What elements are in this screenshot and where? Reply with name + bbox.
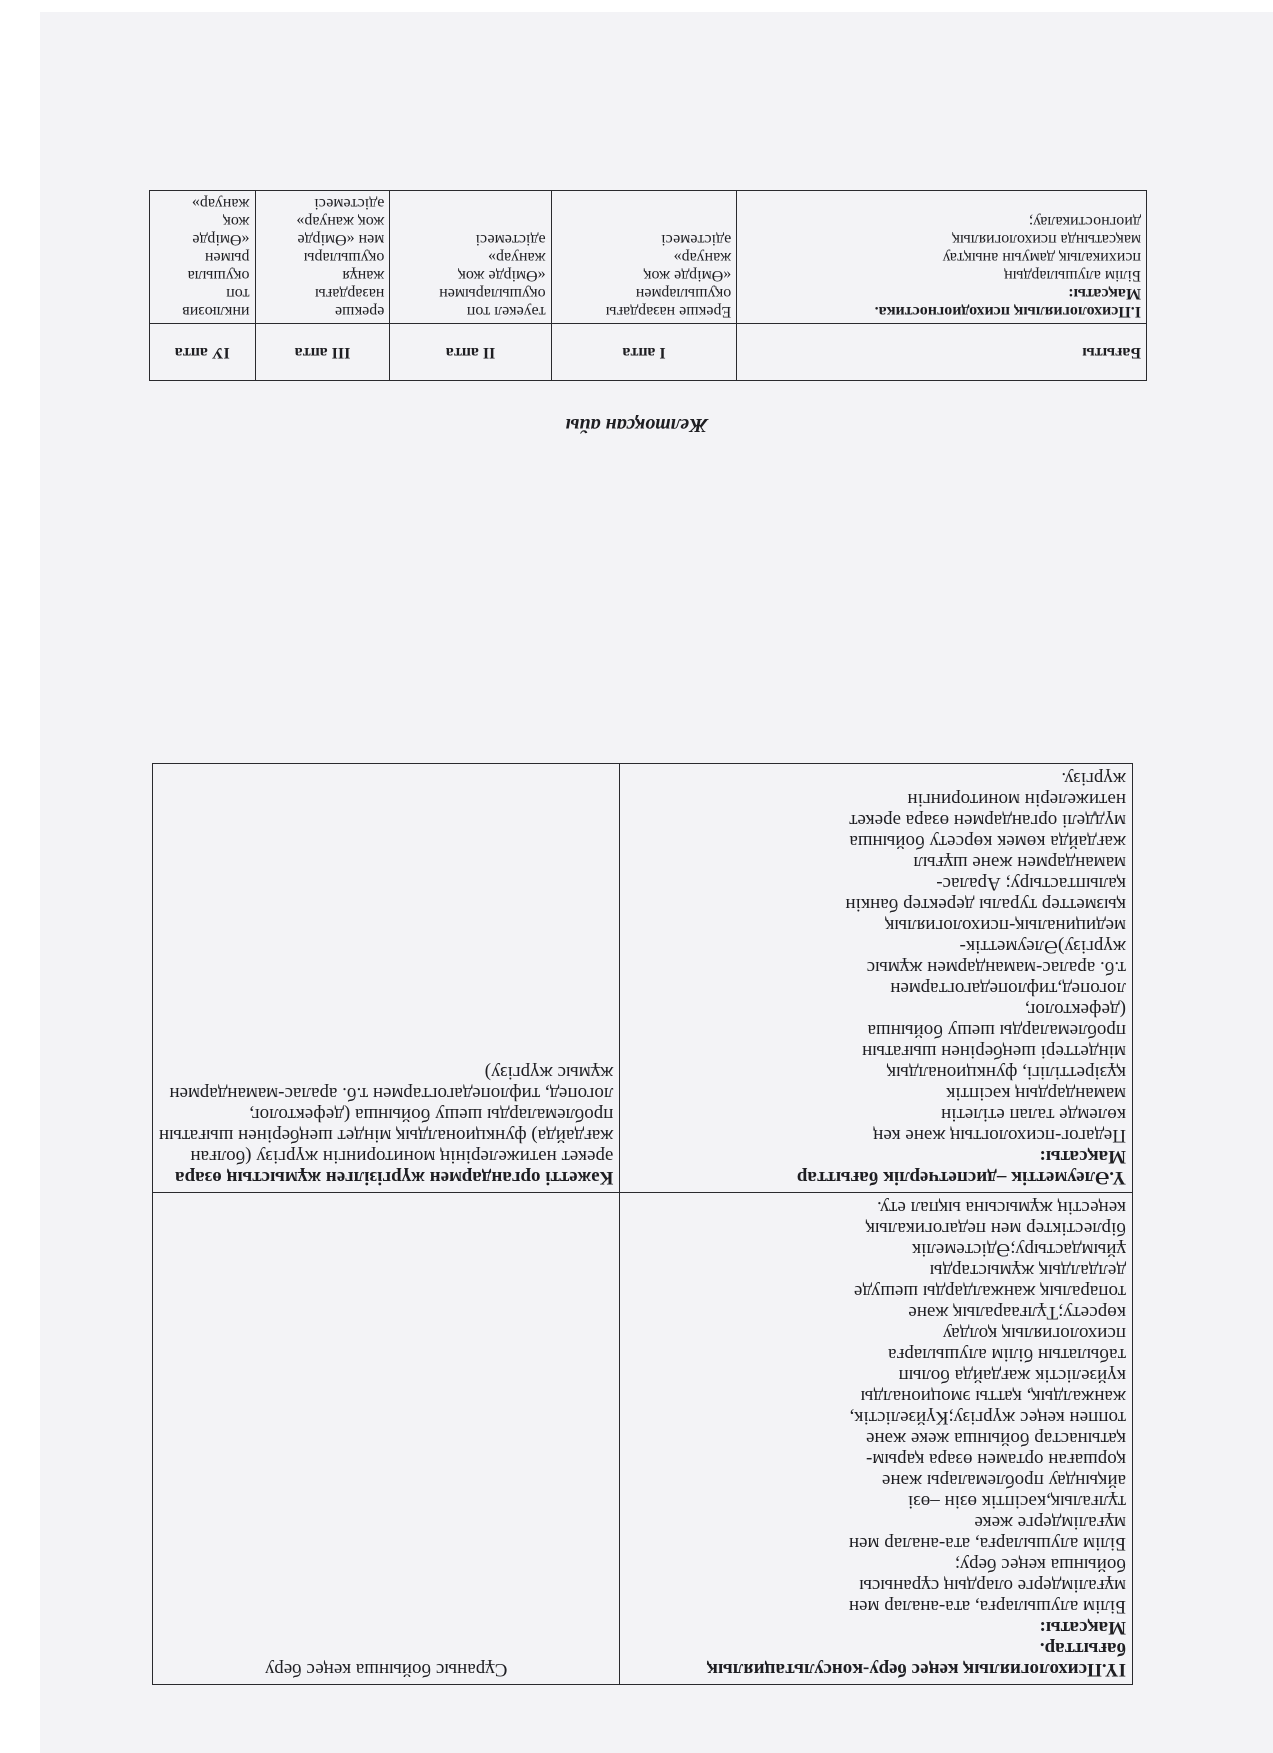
text-line: ұйымдастыру;Әдістемелік [911,1239,1126,1260]
header-week-1: І апта [551,324,737,381]
text-line: жағдайда көмек көрсету бойынша [849,831,1126,852]
text-line: мамандардың кәсіптік [946,1083,1126,1104]
text-line: көлемде талап етілетін [941,1104,1126,1125]
text-line: жануар» [488,249,546,266]
weekly-plan-table [149,190,1147,381]
text-line: жоқ жануар» [296,213,385,230]
text-line: делдалдық жұмыстарды [929,1260,1126,1281]
monitoring-title: Кәжетті органдармен жүргізілген жұмыстың өзара [175,1167,614,1188]
text-line: жанжалдық, қатты эмоционалды [860,1386,1126,1407]
text-line: күйзелістік жағдайда болып [898,1365,1126,1386]
text-line: қоршаған ортамен өзара қарым- [866,1449,1126,1470]
text-line: әдістемесі [661,231,732,248]
counseling-schedule-cell [153,1193,620,1685]
text-line: оқушылармен [635,285,732,302]
social-dispatch-direction-cell [620,764,1133,1193]
text-line: логопед, тифлопедагогтармен т.б. аралас-мамандармен [169,1083,614,1104]
text-line: топаралық жанжалдарды шешуде [853,1281,1126,1302]
text-line: назардағы [314,285,385,302]
text-line: жоқ [223,213,250,230]
text-line: топ [226,285,250,302]
text-line: топпен кеңес жүргізу;Күйзелістік, [849,1407,1126,1428]
text-line: логопед,тифлопедагогтармен [890,978,1126,999]
monitoring-text [159,1062,613,1167]
week-3-cell [255,191,390,324]
text-line: жануар» [191,195,250,212]
counseling-direction-title: IY.Психологиялық кеңес беру-консультациялық бағыттар. [706,1638,1126,1680]
text-line: кеңестің жұмысына ықпал ету. [877,1197,1126,1218]
text-line: тәуекел топ [466,303,546,320]
text-line: жұмыс жүргізу) [484,1062,614,1083]
text-line: табылатын білім алушыларға [888,1344,1126,1365]
social-dispatch-title: Y.Әлеуметтік –диспетчерлік бағыттар [796,1167,1126,1188]
table-header-row [150,324,1147,381]
text-line: міндеттері шеңберінен шығатын [862,1041,1126,1062]
text-line: оқушыларымен [439,285,546,302]
psychodiagnostics-text [742,212,1141,302]
counseling-schedule-text [159,1659,613,1680]
text-line: мамандармен және шұғыл [913,852,1126,873]
week-2-cell [390,191,551,324]
counseling-direction-text [626,1197,1126,1638]
header-week-4: ІУ апта [150,324,256,381]
table-row [153,1193,1133,1685]
psychodiagnostics-cell [737,191,1147,324]
header-week-2: ІІ апта [390,324,551,381]
text-line: Білім алушыларға, ата-аналар мен [848,1596,1126,1617]
text-line: жанұя [342,267,385,284]
header-direction: Бағыты [737,324,1147,381]
text-line: инклюзив [182,303,250,320]
text-line: психикалық дамуын анықтау [942,249,1141,266]
text-line: әдістемесі [475,231,546,248]
text-line: психологиялық қолдау [942,1323,1126,1344]
text-line: мұғалімдерге жеке [974,1512,1126,1533]
monitoring-cell [153,764,620,1193]
text-line: Білім алушылардың [1004,267,1141,284]
text-line: Педагог-психологтың және кең [873,1125,1126,1146]
text-line: қызметтер туралы деректер банкін [845,894,1126,915]
text-line: бойынша кеңес беру; [954,1554,1126,1575]
text-line: Білім алушыларға, ата-аналар мен [848,1533,1126,1554]
text-line: бірлестіктер мен педагогикалық [865,1218,1126,1239]
text-line: нәтижелерін мониторингін [907,789,1126,810]
text-line: оқушыла [187,267,250,284]
text-line: көрсету;Тұлғааралық және [908,1302,1126,1323]
text-line: рымен [204,249,250,266]
counseling-direction-cell [620,1193,1133,1685]
text-line: жүргізу. [1061,768,1126,789]
header-week-3: ІІІ апта [255,324,390,381]
text-line: Мақсаты: [1039,1146,1126,1167]
week-4-cell [150,191,256,324]
text-line: құзіреттілігі, функционалдық [886,1062,1126,1083]
table-row [153,764,1133,1193]
text-line: оқушылары [303,249,385,266]
text-line: Мақсаты: [1068,285,1141,302]
text-line: жүргізу)Әлеуметтік- [959,936,1126,957]
text-line: «Өмірде жоқ [643,267,732,284]
month-title: Желтоқсан айы [565,414,708,436]
text-line: Сұраныс бойынша кеңес беру [265,1659,508,1680]
work-directions-table [152,763,1133,1685]
text-line: тұлғалық,кәсіптік өзін –өзі [908,1491,1126,1512]
text-line: жағдайда) функционалдық міндет шеңберінен шығатын [159,1125,614,1146]
text-line: «Өмірде [192,231,250,248]
text-line: (дефектолог, [1024,999,1126,1020]
text-line: т.б. аралас-мамандармен жұмыс [866,957,1126,978]
text-line: «Өмірде жоқ [458,267,546,284]
text-line: қатынастар бойынша жеке және [866,1428,1126,1449]
text-line: Мақсаты: [1039,1617,1126,1638]
psychodiagnostics-title: І.Психологиялық психодиогностика. [874,303,1141,320]
table-row [150,191,1147,324]
text-line: жануар» [673,249,732,266]
text-line: мұғалімдерге олардың сұранысы [859,1575,1126,1596]
text-line: мүдделі органдармен өзара әрекет [849,810,1126,831]
text-line: мақсатында психологиялық [952,231,1141,248]
text-line: мен «Өмірде [297,231,385,248]
text-line: медициналық-психологиялық [885,915,1126,936]
text-line: қалыптастыру; Аралас- [936,873,1126,894]
text-line: проблемаларды шешу бойынша [867,1020,1126,1041]
text-line: диогностикалау; [1028,213,1141,230]
text-line: айқындау проблемалары және [881,1470,1126,1491]
text-line: Ерекше назардағы [605,303,732,320]
text-line: ерекше [335,303,385,320]
text-line: әдістемесі [314,195,385,212]
text-line: әрекет нәтижелерінің мониторингін жүргізу (болған [190,1146,614,1167]
social-dispatch-text [626,768,1126,1167]
text-line: проблемаларды шешу бойынша (дефектолог, [249,1104,614,1125]
week-1-cell [551,191,737,324]
